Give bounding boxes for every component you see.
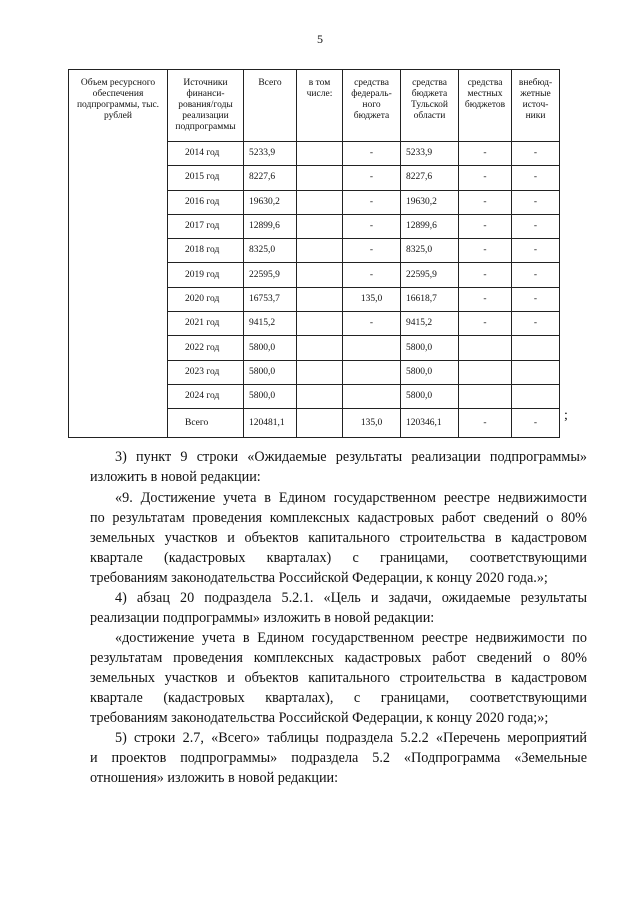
cell-extrabudget	[512, 384, 560, 408]
cell-regional: 120346,1	[401, 409, 459, 438]
cell-year: Всего	[168, 409, 244, 438]
cell-extrabudget	[512, 336, 560, 360]
cell-including-empty	[297, 384, 343, 408]
cell-local	[459, 360, 512, 384]
cell-extrabudget: -	[512, 142, 560, 166]
cell-total: 8227,6	[244, 166, 297, 190]
cell-local	[459, 384, 512, 408]
cell-local: -	[459, 409, 512, 438]
header-including: в том числе:	[297, 70, 343, 142]
row-label-cell: Объем ресурсного обеспечения подпрограммы, тыс. рублей	[69, 70, 168, 438]
cell-local: -	[459, 166, 512, 190]
cell-year: 2019 год	[168, 263, 244, 287]
cell-local: -	[459, 214, 512, 238]
cell-federal	[343, 360, 401, 384]
item-5-line-1: 5) строки 2.7, «Всего» таблицы подраздела 5.2.2 «Перечень мероприятий	[115, 730, 587, 746]
quote-2-line-1: «достижение учета в Едином государственном реестре недвижимости по	[115, 630, 587, 646]
item-3-line-2: изложить в новой редакции:	[90, 469, 261, 485]
cell-extrabudget: -	[512, 239, 560, 263]
resource-table	[68, 69, 560, 438]
header-total: Всего	[244, 70, 297, 142]
cell-including-empty	[297, 336, 343, 360]
cell-local	[459, 336, 512, 360]
cell-year: 2020 год	[168, 287, 244, 311]
cell-total: 5800,0	[244, 336, 297, 360]
header-sources: Источники финанси-рования/годы реализации подпрограммы	[168, 70, 244, 142]
cell-total: 9415,2	[244, 312, 297, 336]
cell-federal: -	[343, 142, 401, 166]
cell-federal: -	[343, 312, 401, 336]
cell-including-empty	[297, 312, 343, 336]
cell-year: 2022 год	[168, 336, 244, 360]
cell-local: -	[459, 190, 512, 214]
cell-year: 2017 год	[168, 214, 244, 238]
quote-1-line-4: квартале (кадастровых кварталах) с границами, соответствующими	[90, 550, 587, 566]
item-5-line-3: отношения» изложить в новой редакции:	[90, 770, 339, 786]
cell-federal: 135,0	[343, 287, 401, 311]
cell-local: -	[459, 239, 512, 263]
cell-local: -	[459, 142, 512, 166]
cell-extrabudget: -	[512, 312, 560, 336]
cell-regional: 5800,0	[401, 336, 459, 360]
cell-year: 2024 год	[168, 384, 244, 408]
cell-federal	[343, 336, 401, 360]
cell-including-empty	[297, 409, 343, 438]
cell-including-empty	[297, 166, 343, 190]
header-federal: средства федераль-ного бюджета	[343, 70, 401, 142]
cell-year: 2015 год	[168, 166, 244, 190]
quote-1-line-3: земельных участков и объектов капитального строительства в кадастровом	[90, 530, 587, 546]
cell-federal: -	[343, 166, 401, 190]
cell-including-empty	[297, 142, 343, 166]
cell-including-empty	[297, 190, 343, 214]
quote-1-line-5: требованиям законодательства Российской Федерации, к концу 2020 года.»;	[90, 570, 548, 586]
cell-total: 12899,6	[244, 214, 297, 238]
cell-including-empty	[297, 239, 343, 263]
cell-local: -	[459, 312, 512, 336]
cell-including-empty	[297, 360, 343, 384]
cell-including-empty	[297, 263, 343, 287]
cell-regional: 16618,7	[401, 287, 459, 311]
cell-total: 5800,0	[244, 384, 297, 408]
header-local: средства местных бюджетов	[459, 70, 512, 142]
cell-extrabudget: -	[512, 166, 560, 190]
table-header-row	[69, 70, 560, 142]
cell-regional: 8325,0	[401, 239, 459, 263]
quote-2-line-4: квартале (кадастровых кварталах), с границами, соответствующими	[90, 690, 587, 706]
cell-total: 19630,2	[244, 190, 297, 214]
cell-year: 2023 год	[168, 360, 244, 384]
cell-regional: 19630,2	[401, 190, 459, 214]
cell-regional: 5800,0	[401, 384, 459, 408]
quote-2-line-2: результатам проведения комплексных кадастровых работ сведений о 80%	[90, 650, 587, 666]
cell-regional: 5233,9	[401, 142, 459, 166]
cell-including-empty	[297, 287, 343, 311]
cell-total: 5233,9	[244, 142, 297, 166]
cell-year: 2014 год	[168, 142, 244, 166]
cell-federal	[343, 384, 401, 408]
cell-year: 2016 год	[168, 190, 244, 214]
cell-federal: -	[343, 214, 401, 238]
cell-extrabudget: -	[512, 409, 560, 438]
item-4-line-2: реализации подпрограммы» изложить в новой редакции:	[90, 610, 435, 626]
item-3-line-1: 3) пункт 9 строки «Ожидаемые результаты реализации подпрограммы»	[115, 449, 587, 465]
item-5-line-2: и проектов подпрограммы» подраздела 5.2 «Подпрограмма «Земельные	[90, 750, 587, 766]
cell-extrabudget: -	[512, 263, 560, 287]
cell-federal: -	[343, 263, 401, 287]
cell-including-empty	[297, 214, 343, 238]
cell-total: 5800,0	[244, 360, 297, 384]
cell-regional: 9415,2	[401, 312, 459, 336]
quote-1-line-2: по результатам проведения комплексных кадастровых работ сведений о 80%	[90, 510, 587, 526]
page-number: 5	[317, 32, 323, 46]
cell-year: 2018 год	[168, 239, 244, 263]
cell-regional: 5800,0	[401, 360, 459, 384]
cell-federal: 135,0	[343, 409, 401, 438]
cell-extrabudget: -	[512, 214, 560, 238]
cell-total: 16753,7	[244, 287, 297, 311]
cell-year: 2021 год	[168, 312, 244, 336]
cell-total: 8325,0	[244, 239, 297, 263]
cell-local: -	[459, 287, 512, 311]
cell-extrabudget	[512, 360, 560, 384]
header-extrabudget: внебюд-жетные источ-ники	[512, 70, 560, 142]
cell-federal: -	[343, 190, 401, 214]
cell-regional: 12899,6	[401, 214, 459, 238]
cell-extrabudget: -	[512, 287, 560, 311]
cell-total: 120481,1	[244, 409, 297, 438]
cell-regional: 8227,6	[401, 166, 459, 190]
cell-federal: -	[343, 239, 401, 263]
cell-extrabudget: -	[512, 190, 560, 214]
cell-total: 22595,9	[244, 263, 297, 287]
quote-2-line-3: земельных участков и объектов капитального строительства в кадастровом	[90, 670, 587, 686]
cell-regional: 22595,9	[401, 263, 459, 287]
item-4-line-1: 4) абзац 20 подраздела 5.2.1. «Цель и задачи, ожидаемые результаты	[115, 590, 587, 606]
table-end-semicolon: ;	[564, 408, 568, 423]
cell-local: -	[459, 263, 512, 287]
quote-2-line-5: требованиям законодательства Российской Федерации, к концу 2020 года;»;	[90, 710, 549, 726]
header-regional: средства бюджета Тульской области	[401, 70, 459, 142]
quote-1-line-1: «9. Достижение учета в Едином государственном реестре недвижимости	[115, 490, 587, 506]
